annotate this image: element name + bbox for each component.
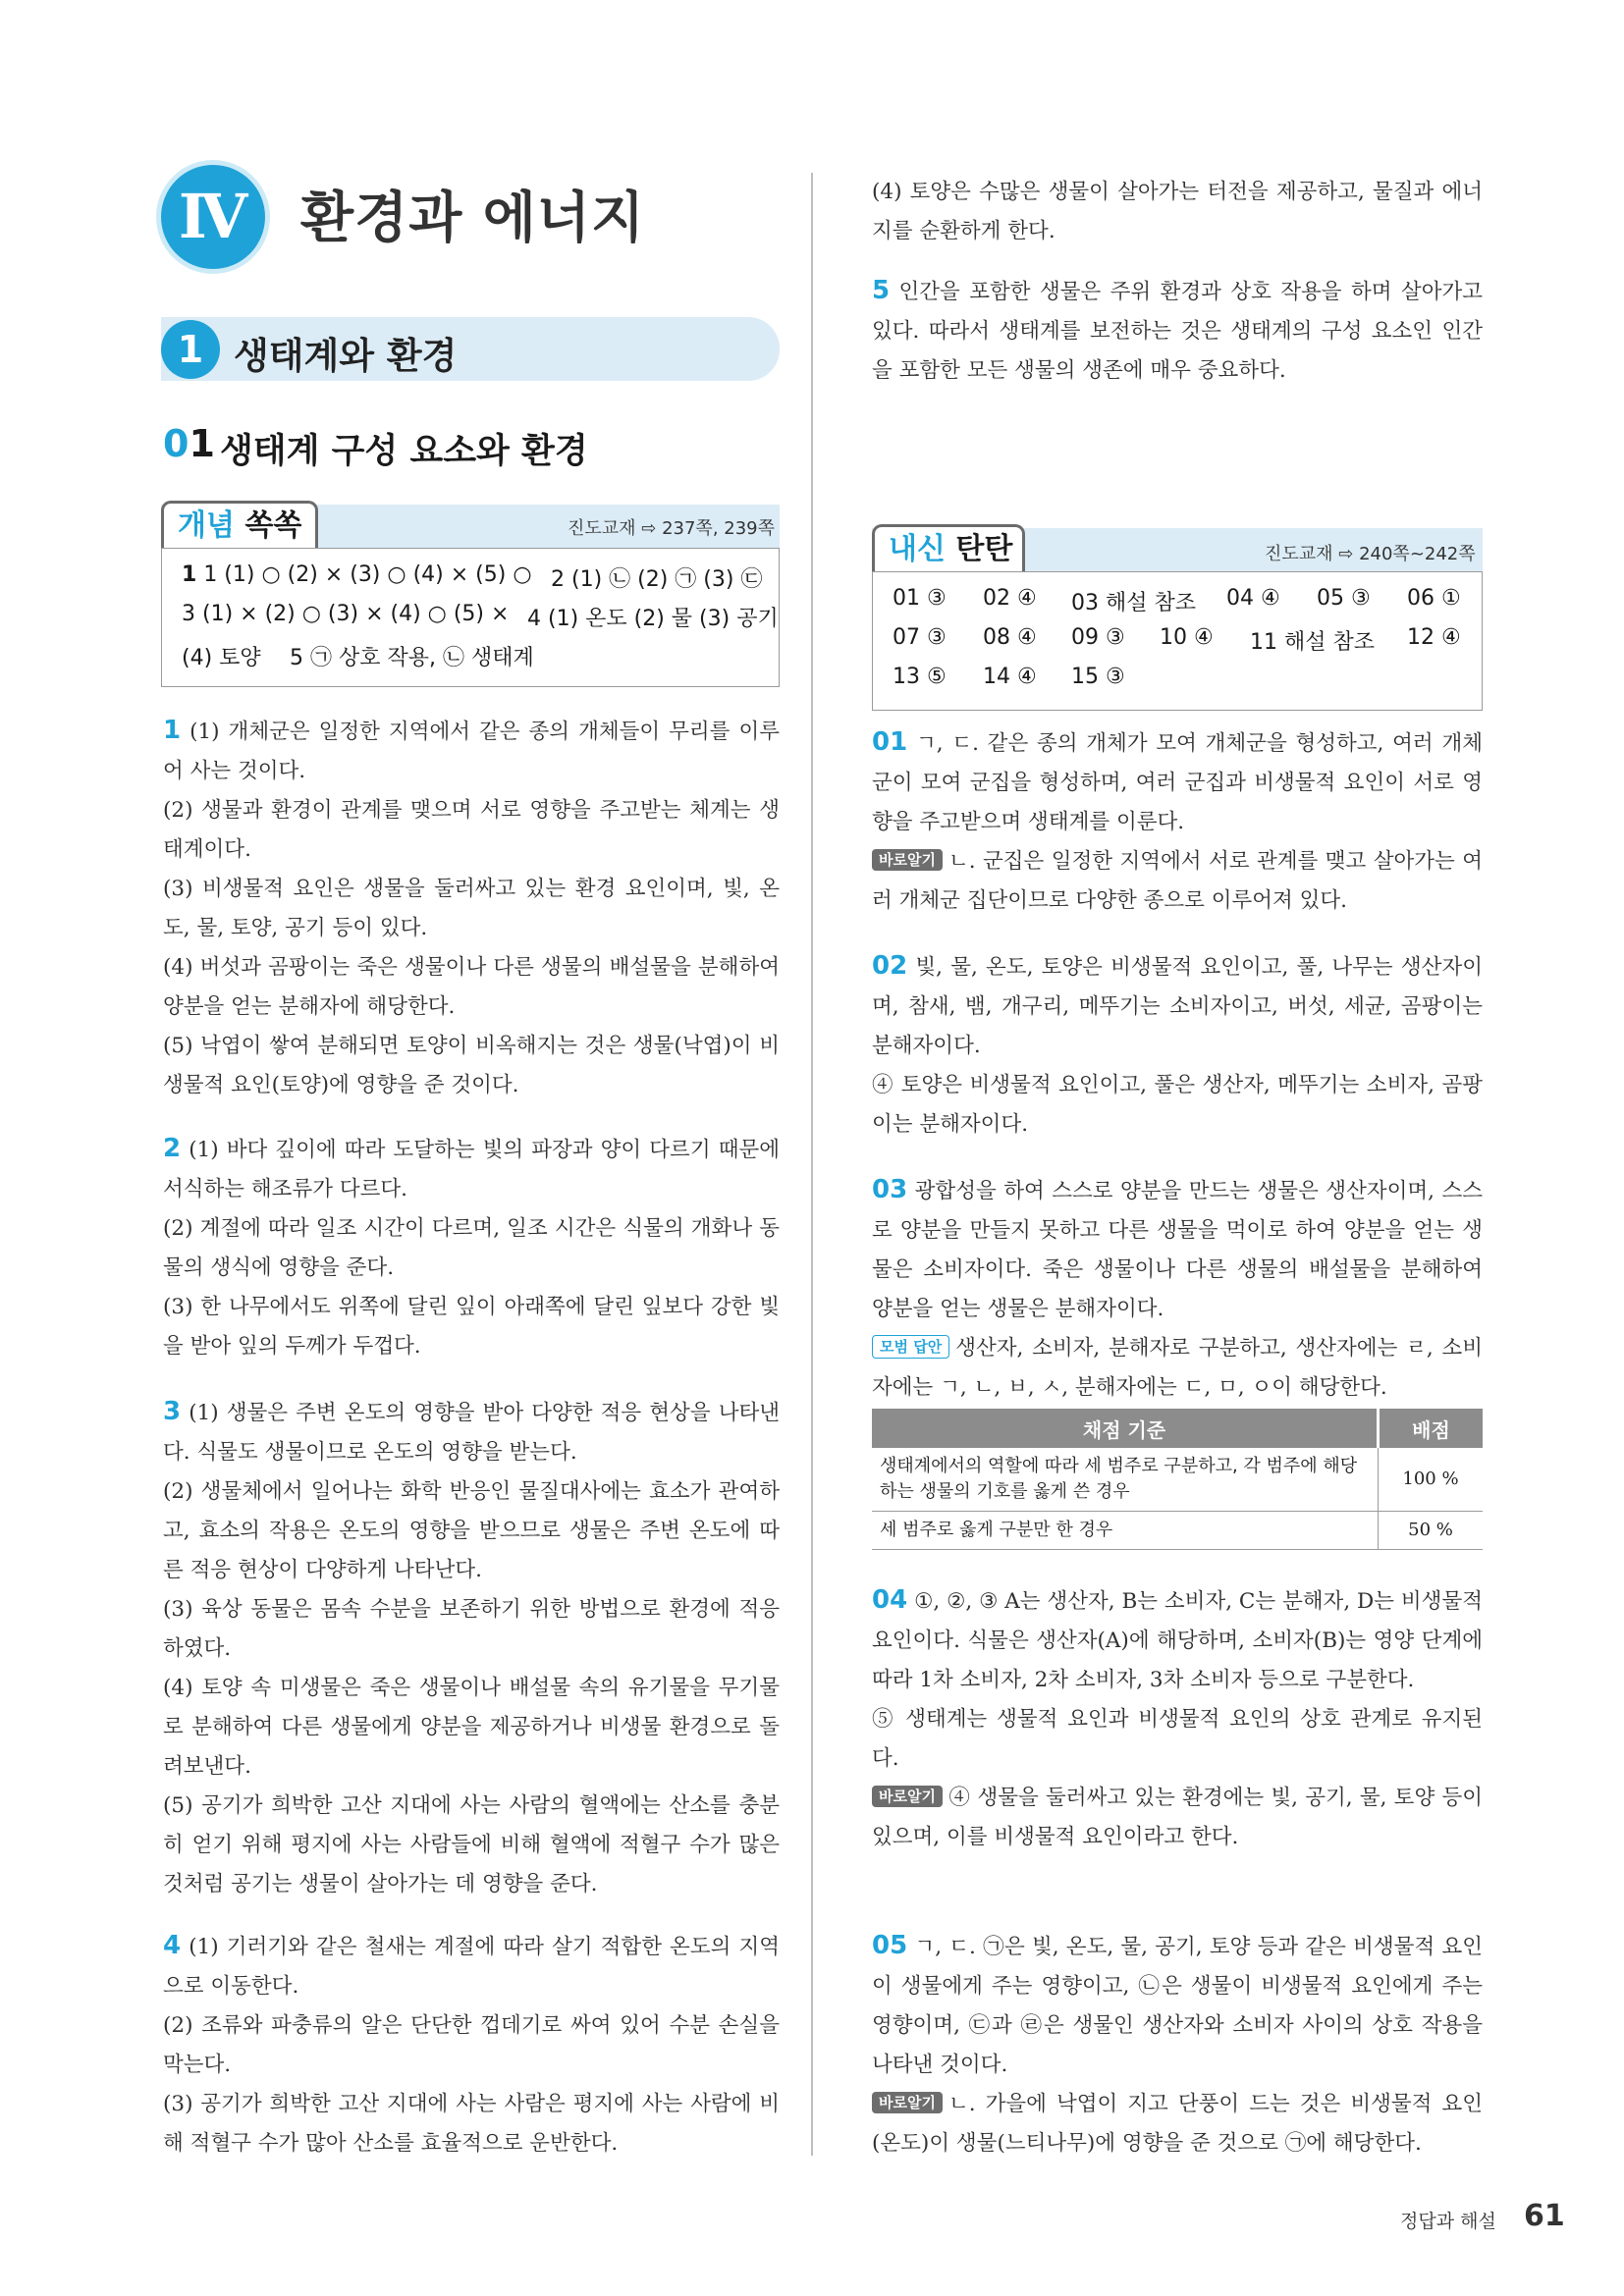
explanation-text: ①, ②, ③ A는 생산자, B는 소비자, C는 분해자, D는 비생물적 요인이다. 식물은 생산자(A)에 해당하며, 소비자(B)는 영양 단계에 따라 1차 소비자, 2차 소비자, 3차 소비자 등으로 구분한다. ⑤ 생태계는 생물적 요인과 비생물적 요인의 상호 관계로 유지된다. [872, 1589, 1483, 1771]
answer-cell: 10 ④ [1160, 625, 1214, 650]
rubric-criteria: 생태계에서의 역할에 따라 세 범주로 구분하고, 각 범주에 해당하는 생물의 기호를 옳게 쓴 경우 [872, 1448, 1379, 1512]
concept-line: (4) 토양 [182, 646, 261, 670]
rubric-row [872, 1512, 1483, 1550]
rubric-score: 100 % [1379, 1448, 1484, 1512]
question-number: 01 [872, 727, 908, 757]
concept-line: 2 (1) ㉡ (2) ㉠ (3) ㉢ [551, 567, 763, 592]
explanation-text: 광합성을 하여 스스로 양분을 만드는 생물은 생산자이며, 스스로 양분을 만들지 못하고 다른 생물을 먹이로 하여 양분을 얻는 생물은 소비자이다. 죽은 생물이나 다른 생물의 배설물을 분해하여 양분을 얻는 생물은 분해자이다. [872, 1179, 1483, 1321]
answer-cell: 08 ④ [983, 625, 1037, 650]
explanation-1 [163, 711, 780, 1105]
concept-tab-part1: 개념 [178, 508, 235, 543]
answer-cell: 06 ① [1407, 586, 1461, 611]
answer-cell: 07 ③ [893, 625, 947, 650]
subsection-title: 생태계 구성 요소와 환경 [220, 432, 588, 471]
model-answer-text: 생산자, 소비자, 분해자로 구분하고, 생산자에는 ㄹ, 소비자에는 ㄱ, ㄴ, ㅂ, ㅅ, 분해자에는 ㄷ, ㅁ, ㅇ이 해당한다. [872, 1336, 1483, 1400]
answer-cell: 11 해설 참조 [1250, 630, 1375, 655]
answer-01 [872, 722, 1483, 921]
correction-tag: 바로알기 [872, 1786, 943, 1807]
subsection-number-suffix: 1 [189, 422, 215, 465]
rubric-score: 50 % [1379, 1512, 1484, 1550]
explanation-text: (4) 토양은 수많은 생물이 살아가는 터전을 제공하고, 물질과 에너지를 순환하게 한다. [872, 180, 1483, 243]
answer-cell: 15 ③ [1071, 665, 1125, 689]
concept-box-reference: 진도교재 ⇨ 237쪽, 239쪽 [568, 518, 776, 539]
question-number: 5 [872, 276, 891, 305]
question-number: 1 [163, 716, 182, 745]
question-number: 3 [163, 1397, 182, 1426]
grading-rubric-table [872, 1409, 1483, 1550]
naesin-box-tab [872, 524, 1025, 573]
answer-cell: 05 ③ [1317, 586, 1371, 611]
footer-label: 정답과 해설 [1400, 2211, 1496, 2232]
concept-box-tab [161, 501, 318, 550]
answer-cell: 03 해설 참조 [1071, 591, 1196, 615]
explanation-text: (1) 기러기와 같은 철새는 계절에 따라 살기 적합한 온도의 지역으로 이동한다. (2) 조류와 파충류의 알은 단단한 껍데기로 싸여 있어 수분 손실을 막는다. (3) 공기가 희박한 고산 지대에 사는 사람은 평지에 사는 사람에 비해 적혈구 수가 많아 산소를 효율적으로 운반한다. [163, 1935, 781, 2156]
question-number: 4 [163, 1931, 182, 1960]
question-number: 04 [872, 1585, 908, 1615]
answer-02 [872, 946, 1483, 1145]
page-number: 61 [1524, 2199, 1565, 2233]
explanation-5 [872, 271, 1483, 391]
explanation-text: 인간을 포함한 생물은 주위 환경과 상호 작용을 하며 살아가고 있다. 따라서 생태계를 보전하는 것은 생태계의 구성 요소인 인간을 포함한 모든 생물의 생존에 매우 중요하다. [872, 280, 1484, 383]
naesin-tab-part1: 내신 [889, 532, 946, 566]
concept-line: 5 ㉠ 상호 작용, ㉡ 생태계 [290, 646, 534, 670]
naesin-tab-part2: 탄탄 [955, 532, 1013, 566]
concept-line: 3 (1) × (2) ○ (3) × (4) ○ (5) × [182, 602, 510, 626]
concept-box-body [161, 548, 780, 687]
answer-cell: 14 ④ [983, 665, 1037, 689]
concept-tab-part2: 쏙쏙 [244, 508, 302, 543]
correction-text: ④ 생물을 둘러싸고 있는 환경에는 빛, 공기, 물, 토양 등이 있으며, 이를 비생물적 요인이라고 한다. [872, 1786, 1483, 1849]
unit-numeral-badge: Ⅳ [161, 165, 265, 269]
answer-cell: 12 ④ [1407, 625, 1461, 650]
answer-cell: 13 ⑤ [893, 665, 947, 689]
answer-cell: 01 ③ [893, 586, 947, 611]
rubric-header-row [872, 1409, 1483, 1448]
explanation-4 [163, 1926, 780, 2163]
explanation-text: ㄱ, ㄷ. ㉠은 빛, 온도, 물, 공기, 토양 등과 같은 비생물적 요인이 생물에게 주는 영향이고, ㉡은 생물이 비생물적 요인에게 주는 영향이며, ㉢과 ㉣은 생물인 생산자와 소비자 사이의 상호 작용을 나타낸 것이다. [872, 1935, 1483, 2077]
column-divider [811, 173, 813, 2156]
explanation-3 [163, 1392, 780, 1904]
explanation-text: ㄱ, ㄷ. 같은 종의 개체가 모여 개체군을 형성하고, 여러 개체군이 모여 군집을 형성하며, 여러 군집과 비생물적 요인이 서로 영향을 주고받으며 생태계를 이룬다. [872, 731, 1483, 834]
section-title: 생태계와 환경 [234, 335, 458, 377]
rubric-criteria: 세 범주로 옳게 구분만 한 경우 [872, 1512, 1379, 1550]
correction-text: ㄴ. 가을에 낙엽이 지고 단풍이 드는 것은 비생물적 요인(온도)이 생물(느티나무)에 영향을 준 것으로 ㉠에 해당한다. [872, 2092, 1483, 2156]
answer-cell: 02 ④ [983, 586, 1037, 611]
concept-line: 1 1 (1) ○ (2) × (3) ○ (4) × (5) ○ [182, 562, 532, 587]
explanation-text: 빛, 물, 온도, 토양은 비생물적 요인이고, 풀, 나무는 생산자이며, 참새, 뱀, 개구리, 메뚜기는 소비자이고, 버섯, 세균, 곰팡이는 분해자이다. ④ 토양은 비생물적 요인이고, 풀은 생산자, 메뚜기는 소비자, 곰팡이는 분해자이다. [872, 955, 1483, 1137]
question-number: 02 [872, 951, 908, 981]
answer-cell: 09 ③ [1071, 625, 1125, 650]
explanation-2 [163, 1129, 780, 1366]
correction-tag: 바로알기 [872, 849, 943, 871]
rubric-header-score: 배점 [1379, 1409, 1484, 1448]
unit-title: 환경과 에너지 [300, 187, 646, 250]
naesin-box-reference: 진도교재 ⇨ 240쪽~242쪽 [1265, 544, 1476, 564]
model-answer-tag: 모범 답안 [872, 1335, 949, 1359]
explanation-1-continued [872, 173, 1483, 251]
rubric-row [872, 1448, 1483, 1512]
question-number: 03 [872, 1175, 908, 1204]
explanation-text: (1) 생물은 주변 온도의 영향을 받아 다양한 적응 현상을 나타낸다. 식물도 생물이므로 온도의 영향을 받는다. (2) 생물체에서 일어나는 화학 반응인 물질대사에는 효소가 관여하고, 효소의 작용은 온도의 영향을 받으므로 생물은 주변 온도에 따른 적응 현상이 다양하게 나타난다. (3) 육상 동물은 몸속 수분을 보존하기 위한 방법으로 환경에 적응하였다. (4) 토양 속 미생물은 죽은 생물이나 배설물 속의 유기물을 무기물로 분해하여 다른 생물에게 양분을 제공하거나 비생물 환경으로 돌려보낸다. (5) 공기가 희박한 고산 지대에 사는 사람의 혈액에는 산소를 충분히 얻기 위해 평지에 사는 사람들에 비해 혈액에 적혈구 수가 많은 것처럼 공기는 생물이 살아가는 데 영향을 준다. [163, 1401, 781, 1896]
correction-text: ㄴ. 군집은 일정한 지역에서 서로 관계를 맺고 살아가는 여러 개체군 집단이므로 다양한 종으로 이루어져 있다. [872, 849, 1483, 913]
subsection-number-prefix: 0 [163, 422, 189, 465]
naesin-box-body [872, 571, 1483, 711]
answer-05 [872, 1926, 1483, 2163]
explanation-text: (1) 개체군은 일정한 지역에서 같은 종의 개체들이 무리를 이루어 사는 것이다. (2) 생물과 환경이 관계를 맺으며 서로 영향을 주고받는 체계는 생태계이다. (3) 비생물적 요인은 생물을 둘러싸고 있는 환경 요인이며, 빛, 온도, 물, 토양, 공기 등이 있다. (4) 버섯과 곰팡이는 죽은 생물이나 다른 생물의 배설물을 분해하여 양분을 얻는 분해자에 해당한다. (5) 낙엽이 쌓여 분해되면 토양이 비옥해지는 것은 생물(낙엽)이 비생물적 요인(토양)에 영향을 준 것이다. [163, 720, 780, 1097]
question-number: 05 [872, 1931, 908, 1960]
subsection-number [163, 422, 215, 465]
rubric-header-criteria: 채점 기준 [872, 1409, 1379, 1448]
answer-04 [872, 1580, 1483, 1857]
question-number: 2 [163, 1134, 182, 1163]
answer-03 [872, 1170, 1483, 1408]
concept-line: 4 (1) 온도 (2) 물 (3) 공기 [527, 607, 779, 631]
answer-cell: 04 ④ [1226, 586, 1280, 611]
section-number-badge: 1 [161, 320, 220, 379]
explanation-text: (1) 바다 깊이에 따라 도달하는 빛의 파장과 양이 다르기 때문에 서식하는 해조류가 다르다. (2) 계절에 따라 일조 시간이 다르며, 일조 시간은 식물의 개화나 동물의 생식에 영향을 준다. (3) 한 나무에서도 위쪽에 달린 잎이 아래쪽에 달린 잎보다 강한 빛을 받아 잎의 두께가 두껍다. [163, 1138, 781, 1359]
correction-tag: 바로알기 [872, 2092, 943, 2113]
